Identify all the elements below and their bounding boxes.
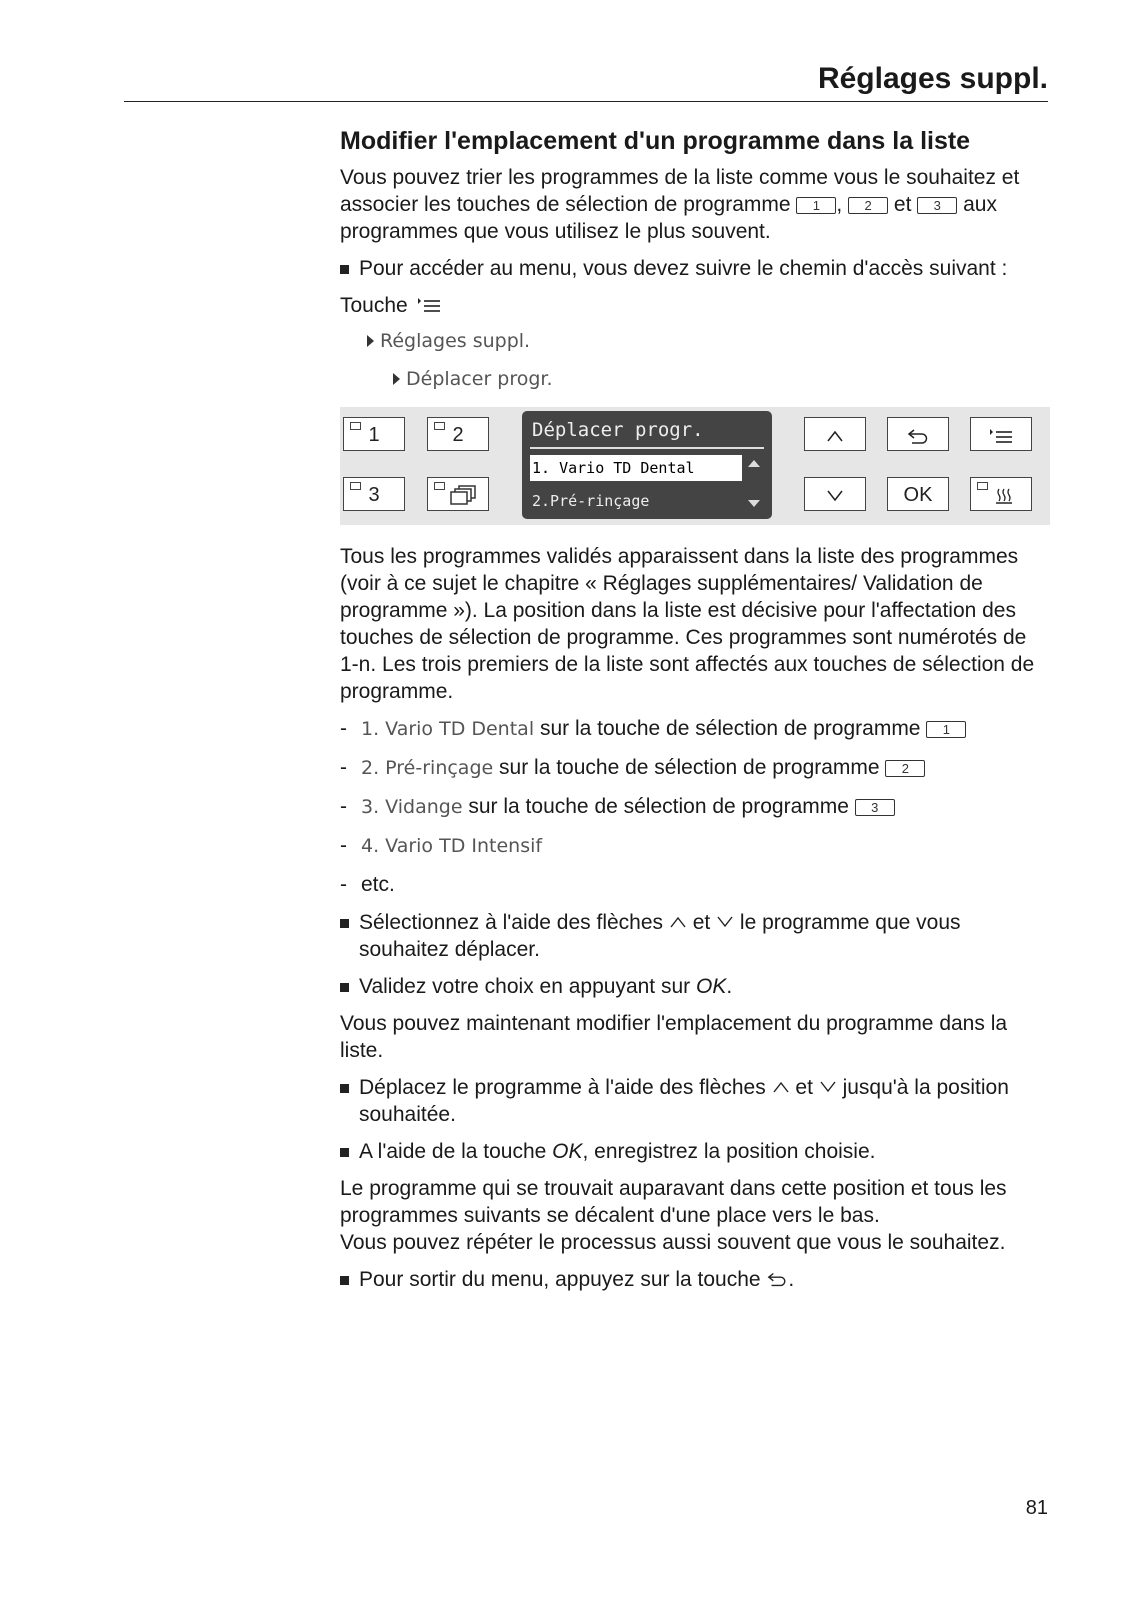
bullet-text: . [726, 975, 733, 998]
program-key-2 [427, 417, 489, 451]
bullet-save [340, 1138, 1050, 1165]
key-label: 1 [368, 424, 380, 446]
display-row: 2.Pré-rinçage [532, 492, 650, 510]
list-text: sur la touche de sélection de programme [534, 717, 927, 740]
program-name: 4. Vario TD Intensif [361, 835, 543, 857]
bullet-square-icon [340, 983, 349, 992]
section-heading: Modifier l'emplacement d'un programme dans la liste [340, 127, 971, 155]
key-1-symbol: 1 [926, 721, 966, 738]
bullet-select [340, 909, 1050, 963]
key-2-symbol: 2 [885, 760, 925, 777]
play-arrow-icon [393, 373, 400, 385]
dash-marker: - [340, 717, 347, 740]
page-number: 81 [1025, 1497, 1048, 1519]
paragraph-validated-programs: Tous les programmes validés apparaissent dans la liste des programmes (voir à ce sujet le chapitre « Réglages supplémentaires/ Validation de programme »). La position dans la liste est décisive pour l'affectation des touches de sélection de programme. Ces programmes sont numérotés de 1-n. Les trois premiers de la liste sont affectés aux touches de sélection de programme. [340, 545, 1035, 703]
bullet-square-icon [340, 265, 349, 274]
bullet-square-icon [340, 1276, 349, 1285]
caret-down-icon [716, 915, 734, 929]
dash-marker: - [340, 873, 347, 896]
dash-marker: - [340, 834, 347, 857]
led-indicator [434, 482, 445, 490]
display-title: Déplacer progr. [532, 419, 704, 441]
bullet-validate [340, 973, 1050, 1000]
list-text: sur la touche de sélection de programme [493, 756, 886, 779]
bullet-text: A l'aide de la touche [359, 1140, 553, 1163]
bullet-text: et [686, 911, 717, 934]
intro-paragraph [340, 164, 1050, 245]
program-name: 1. Vario TD Dental [361, 718, 535, 740]
program-name: 3. Vidange [361, 796, 463, 818]
intro-sep: , [836, 193, 849, 216]
key-3-symbol: 3 [917, 197, 957, 214]
menu-path-step-2 [393, 365, 1050, 393]
bullet-square-icon [340, 1084, 349, 1093]
key-3-symbol: 3 [855, 799, 895, 816]
intro-text: Vous pouvez trier les programmes de la liste comme vous le souhaitez et associer les touches de sélection de programme [340, 166, 1020, 216]
ok-label: OK [552, 1140, 583, 1163]
paragraph-text: Le programme qui se trouvait auparavant dans cette position et tous les programmes suivants se décalent d'une place vers le bas. [340, 1177, 1007, 1227]
menu-icon [414, 296, 444, 314]
key-label: 2 [452, 424, 464, 446]
bullet-access [340, 255, 1050, 282]
back-arrow-icon [766, 1270, 788, 1288]
copy-windows-icon [450, 484, 478, 506]
program-assignment-list [340, 715, 1050, 898]
caret-up-icon [825, 429, 845, 443]
program-key-3 [343, 477, 405, 511]
list-item [340, 793, 1050, 821]
drying-icon [994, 485, 1014, 505]
touche-line [340, 292, 1050, 319]
caret-down-icon [825, 489, 845, 503]
program-name: 2. Pré-rinçage [361, 757, 494, 779]
path-step-text: Déplacer progr. [406, 368, 553, 390]
header-rule [124, 101, 1048, 102]
led-indicator [350, 482, 361, 490]
list-item [340, 832, 1050, 860]
intro-sep: et [888, 193, 918, 216]
bullet-text: , enregistrez la position choisie. [582, 1140, 876, 1163]
bullet-square-icon [340, 1148, 349, 1157]
drying-key [970, 477, 1032, 511]
bullet-move [340, 1074, 1050, 1128]
menu-icon [986, 427, 1016, 445]
content-column [340, 120, 1050, 1303]
list-item [340, 715, 1050, 743]
scroll-down-icon [748, 500, 760, 507]
dash-marker: - [340, 795, 347, 818]
led-indicator [434, 422, 445, 430]
bullet-text: et [789, 1076, 819, 1099]
key-2-symbol: 2 [848, 197, 888, 214]
led-indicator [977, 482, 988, 490]
ok-label: OK [695, 975, 727, 998]
list-text: etc. [361, 873, 395, 896]
bullet-square-icon [340, 919, 349, 928]
bullet-text: Sélectionnez à l'aide des flèches [359, 911, 669, 934]
menu-key [970, 417, 1032, 451]
path-step-text: Réglages suppl. [380, 330, 531, 352]
bullet-text: le programme que vous souhaitez déplacer. [359, 911, 961, 961]
arrow-up-key [804, 417, 866, 451]
list-item [340, 754, 1050, 782]
dash-marker: - [340, 756, 347, 779]
intro-text: aux programmes que vous utilisez le plus souvent. [340, 193, 997, 243]
paragraph-shift [340, 1175, 1050, 1256]
play-arrow-icon [367, 335, 374, 347]
key-1-symbol: 1 [796, 197, 836, 214]
key-label: 3 [368, 484, 380, 506]
paragraph-text: Vous pouvez répéter le processus aussi souvent que vous le souhaitez. [340, 1231, 1006, 1254]
ok-key [887, 477, 949, 511]
caret-up-icon [772, 1080, 790, 1094]
list-item [340, 871, 1050, 898]
bullet-text: Validez votre choix en appuyant sur [359, 975, 696, 998]
caret-down-icon [819, 1080, 837, 1094]
key-label: OK [903, 484, 933, 506]
led-indicator [350, 422, 361, 430]
bullet-exit [340, 1266, 1050, 1293]
page-header-title: Réglages suppl. [817, 62, 1048, 95]
menu-path-step-1 [367, 327, 1050, 355]
back-arrow-icon [906, 427, 930, 445]
bullet-text: jusqu'à la position souhaitée. [359, 1076, 1009, 1126]
bullet-text: Déplacez le programme à l'aide des flèches [359, 1076, 772, 1099]
display-row-selected: 1. Vario TD Dental [530, 455, 742, 481]
bullet-text: . [788, 1268, 795, 1291]
touche-label: Touche [340, 294, 408, 317]
bullet-text: Pour accéder au menu, vous devez suivre le chemin d'accès suivant : [359, 257, 1008, 280]
display-divider [530, 447, 764, 449]
paragraph-modify: Vous pouvez maintenant modifier l'emplacement du programme dans la liste. [340, 1012, 1008, 1062]
scroll-up-icon [748, 460, 760, 467]
control-panel-illustration [340, 407, 1050, 525]
bullet-text: Pour sortir du menu, appuyez sur la touche [359, 1268, 767, 1291]
list-text: sur la touche de sélection de programme [462, 795, 855, 818]
display-screen [522, 411, 772, 519]
arrow-down-key [804, 477, 866, 511]
program-key-1 [343, 417, 405, 451]
caret-up-icon [669, 915, 687, 929]
back-key [887, 417, 949, 451]
program-list-key [427, 477, 489, 511]
